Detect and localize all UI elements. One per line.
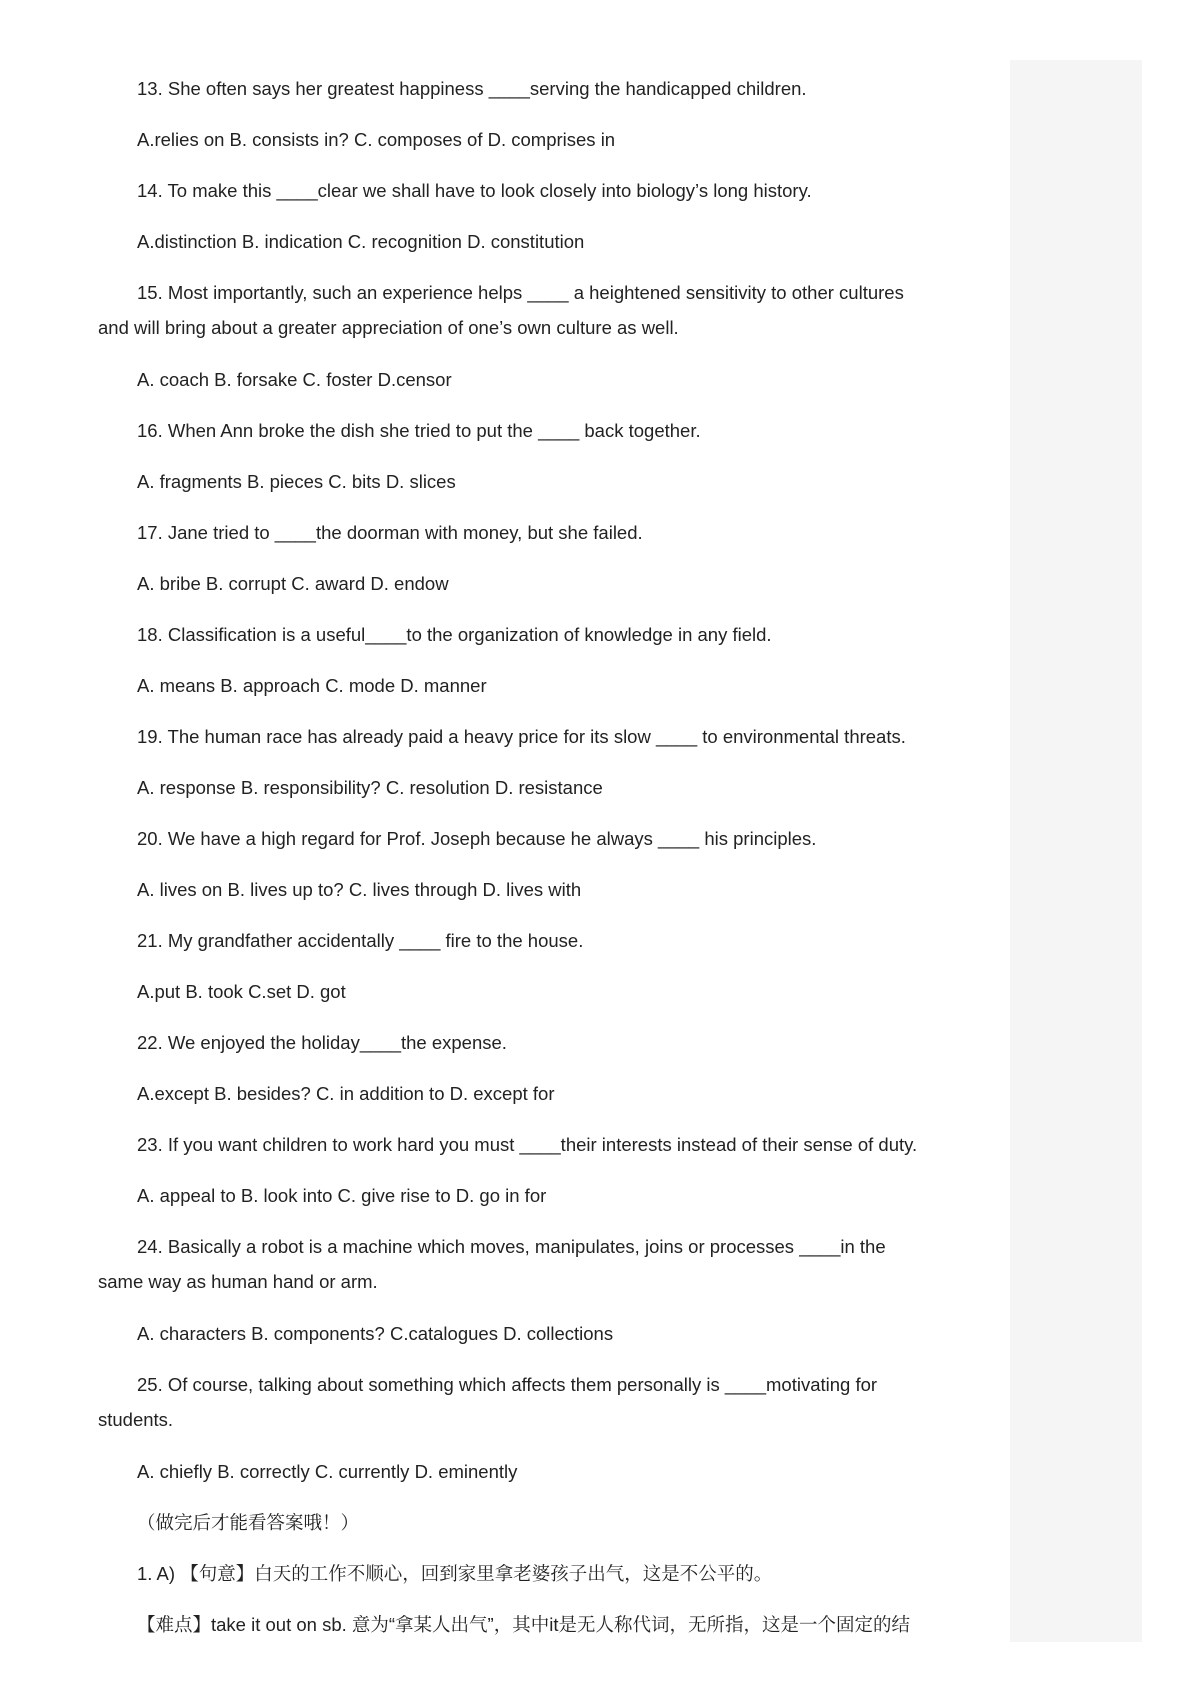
answer-1-difficulty: 【难点】take it out on sb. 意为“拿某人出气”，其中it是无人称代词，无所指，这是一个固定的结 xyxy=(137,1614,910,1635)
question-21: 21. My grandfather accidentally ____ fire to the house. xyxy=(137,930,584,951)
question-20: 20. We have a high regard for Prof. Joseph because he always ____ his principles. xyxy=(137,828,817,849)
answer-note: （做完后才能看答案哦！） xyxy=(137,1512,360,1533)
question-25-continued: students. xyxy=(98,1409,174,1430)
question-15: 15. Most importantly, such an experience helps ____ a heightened sensitivity to other cultures xyxy=(137,282,904,303)
question-14: 14. To make this ____clear we shall have to look closely into biology’s long history. xyxy=(137,180,812,201)
question-24-continued: same way as human hand or arm. xyxy=(98,1271,378,1292)
options-20: A. lives on B. lives up to? C. lives through D. lives with xyxy=(137,879,582,900)
comment-sidebar xyxy=(1010,60,1142,1642)
question-15-continued: and will bring about a greater appreciation of one’s own culture as well. xyxy=(98,317,679,338)
options-22: A.except B. besides? C. in addition to D. except for xyxy=(137,1083,555,1104)
question-17: 17. Jane tried to ____the doorman with money, but she failed. xyxy=(137,522,643,543)
question-23: 23. If you want children to work hard you must ____their interests instead of their sense of duty. xyxy=(137,1134,918,1155)
options-25: A. chiefly B. correctly C. currently D. eminently xyxy=(137,1461,518,1482)
question-19: 19. The human race has already paid a heavy price for its slow ____ to environmental threats. xyxy=(137,726,906,747)
question-22: 22. We enjoyed the holiday____the expense. xyxy=(137,1032,507,1053)
question-18: 18. Classification is a useful____to the organization of knowledge in any field. xyxy=(137,624,772,645)
options-15: A. coach B. forsake C. foster D.censor xyxy=(137,369,452,390)
options-19: A. response B. responsibility? C. resolution D. resistance xyxy=(137,777,603,798)
options-24: A. characters B. components? C.catalogues D. collections xyxy=(137,1323,614,1344)
answer-1-meaning: 1. A) 【句意】白天的工作不顺心，回到家里拿老婆孩子出气，这是不公平的。 xyxy=(137,1563,773,1584)
options-14: A.distinction B. indication C. recognition D. constitution xyxy=(137,231,585,252)
question-13: 13. She often says her greatest happiness ____serving the handicapped children. xyxy=(137,78,807,99)
question-16: 16. When Ann broke the dish she tried to put the ____ back together. xyxy=(137,420,701,441)
options-13: A.relies on B. consists in? C. composes of D. comprises in xyxy=(137,129,616,150)
options-16: A. fragments B. pieces C. bits D. slices xyxy=(137,471,456,492)
question-24: 24. Basically a robot is a machine which moves, manipulates, joins or processes ____in the xyxy=(137,1236,886,1257)
question-25: 25. Of course, talking about something which affects them personally is ____motivating for xyxy=(137,1374,878,1395)
options-23: A. appeal to B. look into C. give rise to D. go in for xyxy=(137,1185,547,1206)
options-18: A. means B. approach C. mode D. manner xyxy=(137,675,487,696)
options-21: A.put B. took C.set D. got xyxy=(137,981,346,1002)
options-17: A. bribe B. corrupt C. award D. endow xyxy=(137,573,449,594)
